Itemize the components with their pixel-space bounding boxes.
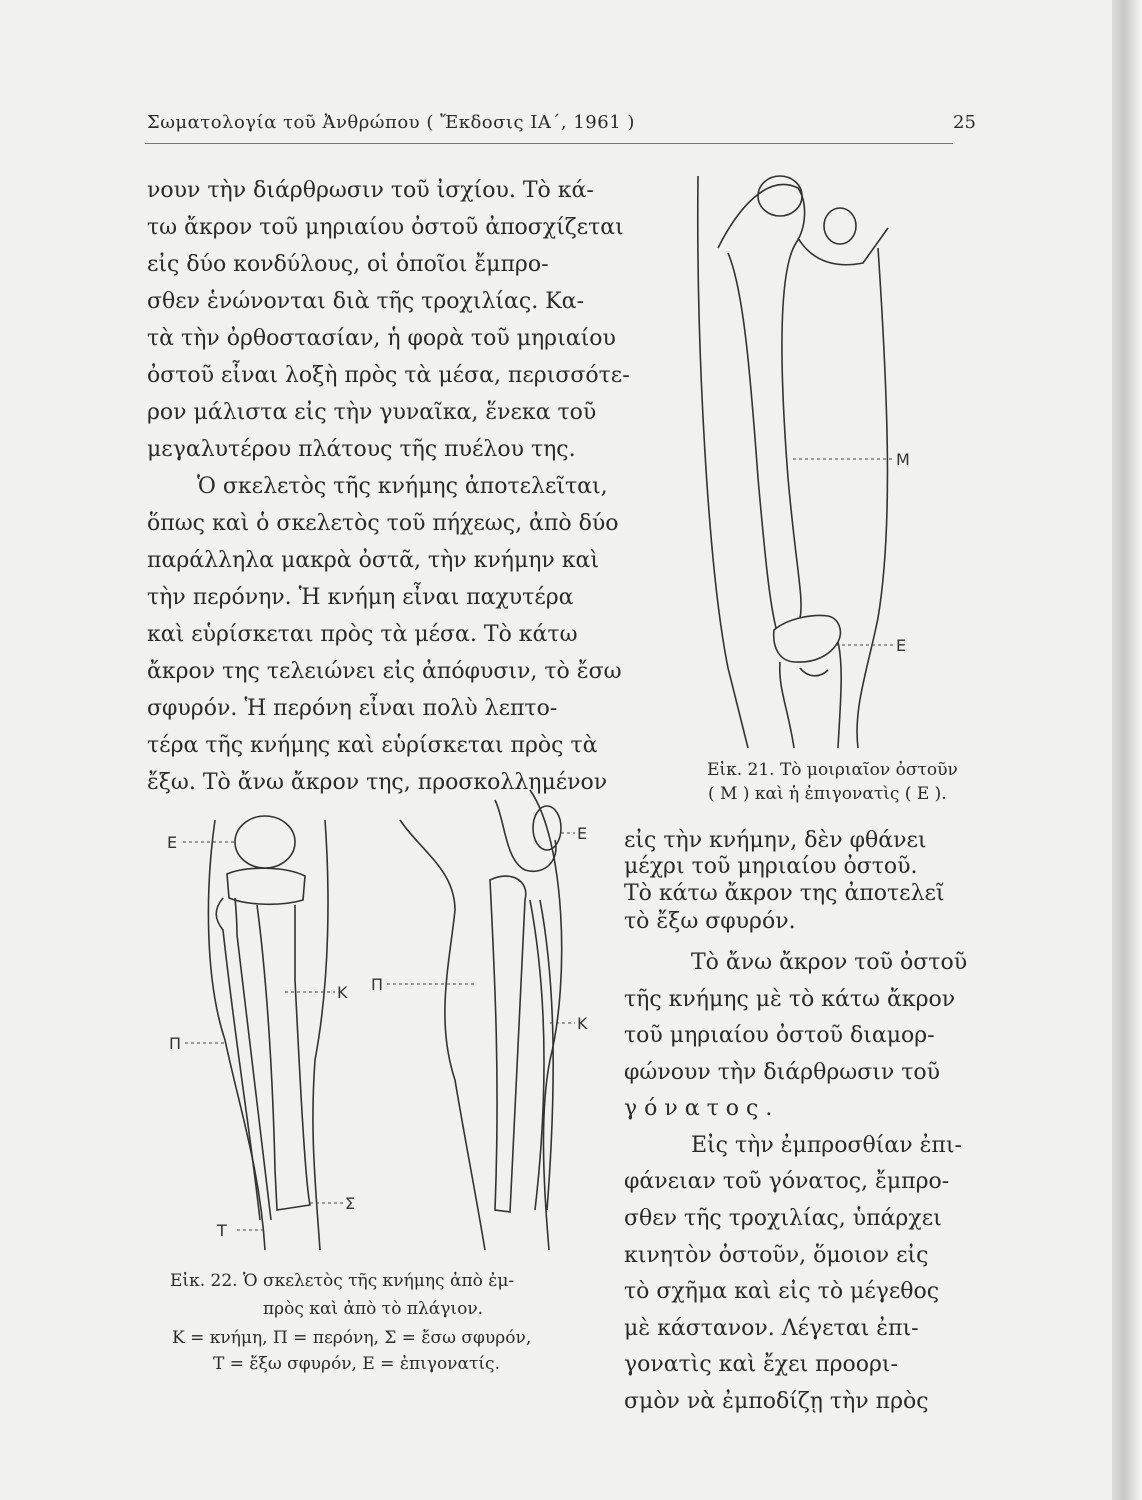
label-p-front: Π — [169, 1034, 182, 1053]
fig22-caption-line-4: Τ = ἔξω σφυρόν, Ε = ἐπιγονατίς. — [213, 1354, 500, 1374]
body-line: τοῦ μηριαίου ὀστοῦ διαμορ- — [624, 1023, 935, 1048]
body-line: τὴν περόνην. Ἡ κνήμη εἶναι παχυτέρα — [147, 585, 574, 610]
body-line: ἄκρον της τελειώνει εἰς ἀπόφυσιν, τὸ ἔσω — [147, 659, 622, 684]
body-line: εἰς δύο κονδύλους, οἱ ὁποῖοι ἔμπρο- — [147, 252, 549, 277]
label-e-side: E — [577, 824, 588, 843]
body-line: καὶ εὑρίσκεται πρὸς τὰ μέσα. Τὸ κάτω — [147, 622, 578, 647]
page-number: 25 — [953, 112, 976, 133]
body-line: Ὁ σκελετὸς τῆς κνήμης ἀποτελεῖται, — [197, 474, 608, 499]
body-line: γόνατος. — [624, 1096, 780, 1121]
running-header-title: Σωματολογία τοῦ Ἀνθρώπου ( Ἔκδοσις ΙΑ΄, 1961 ) — [147, 112, 635, 133]
body-line: τὰ τὴν ὀρθοστασίαν, ἡ φορὰ τοῦ μηριαίου — [147, 326, 616, 351]
body-line: τω ἄκρον τοῦ μηριαίου ὀστοῦ ἀποσχίζεται — [147, 215, 624, 240]
body-line: νουν τὴν διάρθρωσιν τοῦ ἰσχίου. Τὸ κά- — [147, 178, 594, 203]
header-rule — [145, 143, 953, 144]
body-line: γονατὶς καὶ ἔχει προορι- — [624, 1352, 898, 1377]
body-line: τέρα τῆς κνήμης καὶ εὑρίσκεται πρὸς τὰ — [147, 733, 598, 758]
body-line: μεγαλυτέρου πλάτους τῆς πυέλου της. — [147, 437, 576, 462]
body-line: ἔξω. Τὸ ἄνω ἄκρον της, προσκολλημένον — [147, 770, 608, 795]
body-line: εἰς τὴν κνήμην, δὲν φθάνει — [624, 828, 927, 853]
body-line: τῆς κνήμης μὲ τὸ κάτω ἄκρον — [624, 987, 956, 1012]
body-line: παράλληλα μακρὰ ὀστᾶ, τὴν κνήμην καὶ — [147, 548, 600, 573]
fig22-caption-line-1: Εἰκ. 22. Ὁ σκελετὸς τῆς κνήμης ἀπὸ ἐμ- — [170, 1271, 515, 1291]
body-line: σθεν ἑνώνονται διὰ τῆς τροχιλίας. Κα- — [147, 289, 584, 314]
body-line: τὸ σχῆμα καὶ εἰς τὸ μέγεθος — [624, 1279, 940, 1304]
body-line: Τὸ κάτω ἄκρον της ἀποτελεῖ — [624, 881, 945, 906]
body-line: ὅπως καὶ ὁ σκελετὸς τοῦ πήχεως, ἀπὸ δύο — [147, 511, 619, 536]
body-line: ὀστοῦ εἶναι λοξὴ πρὸς τὰ μέσα, περισσότε- — [147, 363, 630, 388]
body-line: φάνειαν τοῦ γόνατος, ἔμπρο- — [624, 1169, 950, 1194]
label-t-front: T — [217, 1221, 227, 1240]
figure-21-femur — [688, 148, 948, 750]
fig22-caption-line-2: πρὸς καὶ ἀπὸ τὸ πλάγιον. — [263, 1299, 484, 1319]
body-line: κινητὸν ὀστοῦν, ὅμοιον εἰς — [624, 1243, 929, 1268]
label-k-side: K — [577, 1014, 588, 1033]
label-p-side: Π — [371, 975, 384, 994]
label-e-front: E — [167, 833, 178, 852]
body-line: μὲ κάστανον. Λέγεται ἐπι- — [624, 1316, 919, 1341]
body-line: ρον μάλιστα εἰς τὴν γυναῖκα, ἕνεκα τοῦ — [147, 400, 597, 425]
fig21-caption-line-2: ( Μ ) καὶ ἡ ἐπιγονατὶς ( Ε ). — [708, 784, 947, 804]
body-line: σφυρόν. Ἡ περόνη εἶναι πολὺ λεπτο- — [147, 696, 558, 721]
body-line: μέχρι τοῦ μηριαίου ὀστοῦ. — [624, 854, 918, 879]
body-line: Τὸ ἄνω ἄκρον τοῦ ὀστοῦ — [691, 950, 968, 975]
label-k-front: K — [337, 983, 348, 1002]
body-line: σθεν τῆς τροχιλίας, ὑπάρχει — [624, 1206, 942, 1231]
label-s-front: Σ — [345, 1194, 356, 1213]
label-m: M — [896, 450, 910, 469]
page-edge — [1112, 0, 1142, 1500]
body-line: σμὸν νὰ ἐμποδίζῃ τὴν πρὸς — [624, 1389, 929, 1414]
label-e: E — [896, 636, 907, 655]
figure-22-leg-skeleton — [165, 780, 605, 1255]
fig22-caption-line-3: Κ = κνήμη, Π = περόνη, Σ = ἔσω σφυρόν, — [172, 1328, 532, 1348]
body-line: Εἰς τὴν ἐμπροσθίαν ἐπι- — [691, 1133, 962, 1158]
fig21-caption-line-1: Εἰκ. 21. Τὸ μοιριαῖον ὀστοῦν — [707, 760, 958, 780]
body-line: τὸ ἔξω σφυρόν. — [624, 909, 796, 934]
body-line: φώνουν τὴν διάρθρωσιν τοῦ — [624, 1060, 941, 1085]
